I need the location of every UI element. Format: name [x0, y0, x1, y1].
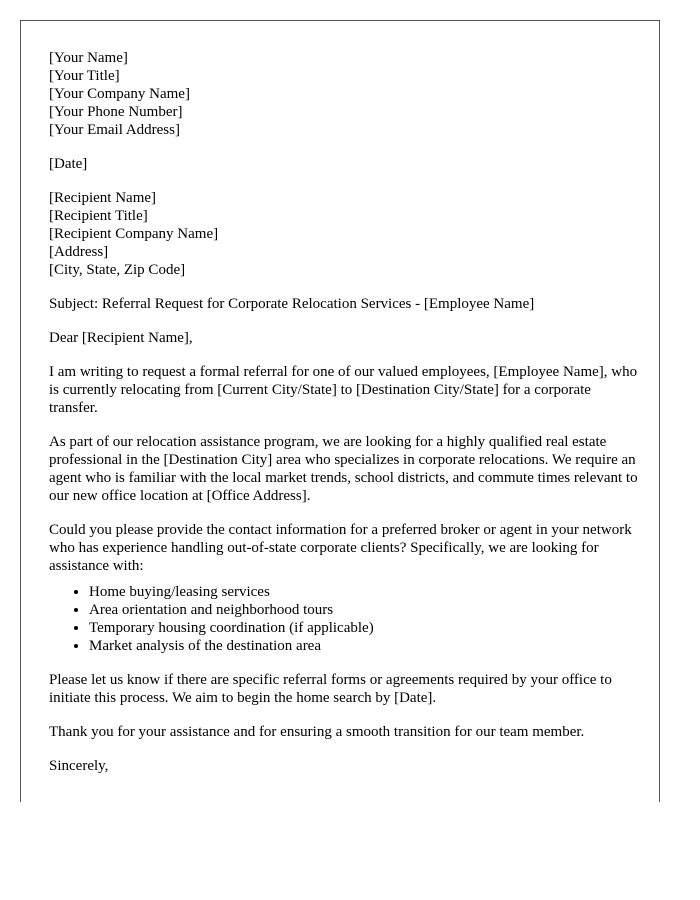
sign-off: Sincerely,: [49, 758, 109, 774]
list-item: • Market analysis of the destination area: [89, 637, 639, 655]
letter-page: [20, 20, 660, 802]
sender-name: [Your Name]: [49, 50, 128, 66]
sender-email: [Your Email Address]: [49, 122, 180, 138]
salutation: Dear [Recipient Name],: [49, 330, 193, 346]
list-item: • Area orientation and neighborhood tours: [89, 601, 639, 619]
sender-company: [Your Company Name]: [49, 86, 190, 102]
sender-title: [Your Title]: [49, 68, 120, 84]
recipient-block: [49, 189, 639, 279]
letter-content: [49, 49, 639, 791]
date-block: [49, 155, 639, 173]
body-paragraph: As part of our relocation assistance program, we are looking for a highly qualified real estate professional in the [Destination City] area who specializes in corporate relocations. We require an agent who is familiar with the local market trends, school districts, and commute times relevant to our new office location at [Office Address].: [49, 434, 638, 504]
letter-date: [Date]: [49, 156, 88, 172]
list-item: • Home buying/leasing services: [89, 583, 639, 601]
closing-paragraph: Please let us know if there are specific referral forms or agreements required by your office to initiate this process. We aim to begin the home search by [Date].: [49, 672, 612, 706]
assistance-list: [49, 583, 639, 655]
sender-phone: [Your Phone Number]: [49, 104, 183, 120]
recipient-address: [Address]: [49, 244, 109, 260]
sender-block: [49, 49, 639, 139]
recipient-title: [Recipient Title]: [49, 208, 148, 224]
recipient-company: [Recipient Company Name]: [49, 226, 219, 242]
recipient-name: [Recipient Name]: [49, 190, 157, 206]
recipient-city-state-zip: [City, State, Zip Code]: [49, 262, 186, 278]
subject-line: Subject: Referral Request for Corporate Relocation Services - [Employee Name]: [49, 296, 535, 312]
closing-paragraph: Thank you for your assistance and for ensuring a smooth transition for our team member.: [49, 724, 585, 740]
body-paragraph: Could you please provide the contact information for a preferred broker or agent in your network who has experience handling out-of-state corporate clients? Specifically, we are looking for assistance with:: [49, 522, 632, 574]
list-item: • Temporary housing coordination (if applicable): [89, 619, 639, 637]
body-paragraph: I am writing to request a formal referral for one of our valued employees, [Employee Name], who is currently relocating from [Current City/State] to [Destination City/State] for a corporate transfer.: [49, 364, 638, 416]
